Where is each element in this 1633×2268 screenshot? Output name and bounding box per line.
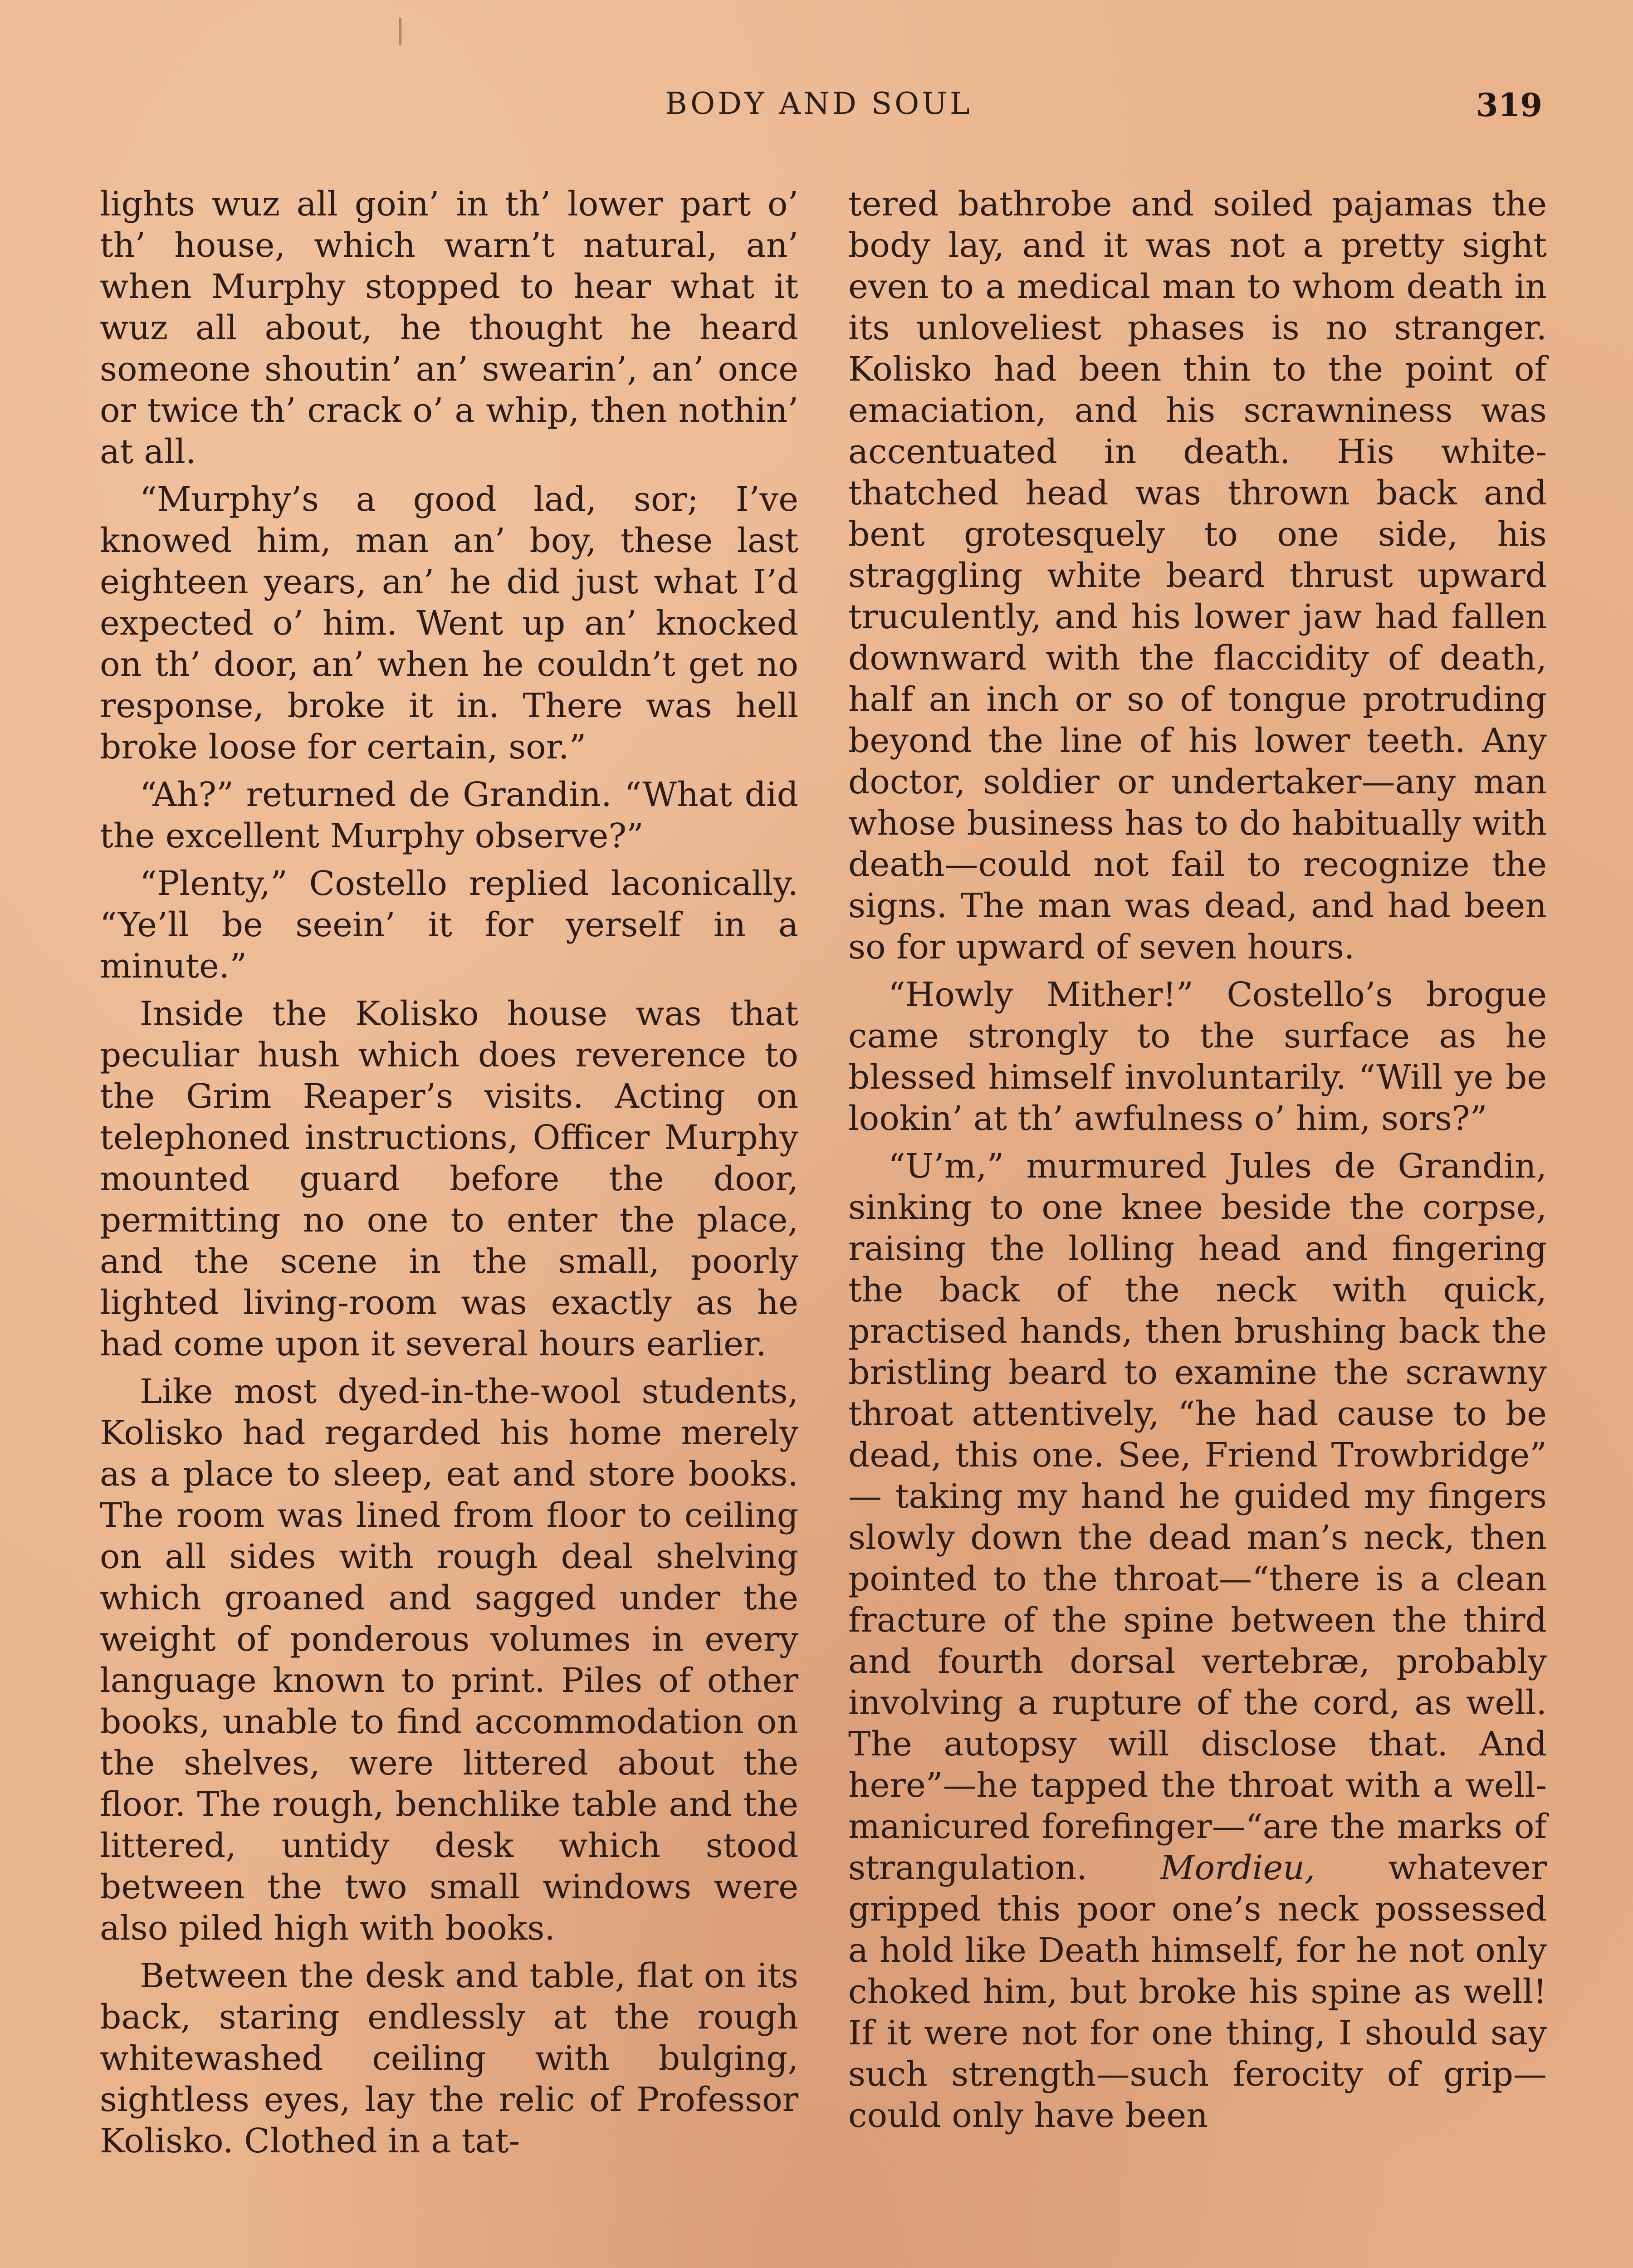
paragraph: Like most dyed-in-the-wool students, Kolisko had regarded his home merely as a place to sleep, eat and store books. The room was lined from floor to ceiling on all sides with rough deal shelving which groaned and sagged under the weight of ponderous volumes in every language known to print. Piles of other books, unable to find accommodation on the shelves, were littered about the floor. The rough, benchlike table and the littered, untidy desk which stood between the two small windows were also piled high with books. [100, 1372, 798, 1948]
left-column [100, 184, 798, 2168]
page-header [95, 86, 1542, 136]
paragraph: lights wuz all goin’ in th’ lower part o’ th’ house, which warn’t natural, an’ when Murphy stopped to hear what it wuz all about, he thought he heard someone shoutin’ an’ swearin’, an’ once or twice th’ crack o’ a whip, then nothin’ at all. [100, 185, 798, 471]
running-title: BODY AND SOUL [665, 86, 973, 121]
paragraph-text: whatever gripped this poor one’s neck possessed a hold like Death himself, for he not only choked him, but broke his spine as well! If it were not for one thing, I should say such strength—such ferocity of grip—could only have been [848, 1848, 1547, 2135]
right-column [848, 184, 1547, 2143]
paragraph: “Ah?” returned de Grandin. “What did the excellent Murphy observe?” [100, 775, 798, 855]
paragraph: tered bathrobe and soiled pajamas the body lay, and it was not a pretty sight even to a medical man to whom death in its unloveliest phases is no stranger. Kolisko had been thin to the point of emaciation, and his scrawniness was accentuated in death. His white-thatched head was thrown back and bent grotesquely to one side, his straggling white beard thrust upward truculently, and his lower jaw had fallen downward with the flaccidity of death, half an inch or so of tongue protruding beyond the line of his lower teeth. Any doctor, soldier or undertaker—any man whose business has to do habitually with death—could not fail to recognize the signs. The man was dead, and had been so for upward of seven hours. [848, 185, 1547, 967]
paragraph: “Plenty,” Costello replied laconically. “Ye’ll be seein’ it for yerself in a minute.” [100, 864, 798, 986]
paragraph: Between the desk and table, flat on its back, staring endlessly at the rough whitewashed ceiling with bulging, sightless eyes, lay the relic of Professor Kolisko. Clothed in a tat- [100, 1956, 798, 2160]
print-mark [399, 18, 401, 45]
paragraph [848, 1146, 1547, 2136]
italic-word: Mordieu, [1160, 1848, 1315, 1887]
paragraph-text: “U’m,” murmured Jules de Grandin, sinking to one knee beside the corpse, raising the lolling head and fingering the back of the neck with quick, practised hands, then brushing back the bristling beard to examine the scrawny throat attentively, “he had cause to be dead, this one. See, Friend Trowbridge” — taking my hand he guided my fingers slowly down the dead man’s neck, then pointed to the throat—“there is a clean fracture of the spine between the third and fourth dorsal vertebræ, probably involving a rupture of the cord, as well. The autopsy will disclose that. And here”—he tapped the throat with a well-manicured forefinger—“are the marks of strangulation. [848, 1147, 1547, 1887]
paragraph: “Murphy’s a good lad, sor; I’ve knowed him, man an’ boy, these last eighteen years, an’ he did just what I’d expected o’ him. Went up an’ knocked on th’ door, an’ when he couldn’t get no response, broke it in. There was hell broke loose for certain, sor.” [100, 480, 798, 767]
paragraph: Inside the Kolisko house was that peculiar hush which does reverence to the Grim Reaper’s visits. Acting on telephoned instructions, Officer Murphy mounted guard before the door, permitting no one to enter the place, and the scene in the small, poorly lighted living-room was exactly as he had come upon it several hours earlier. [100, 994, 798, 1364]
paragraph: “Howly Mither!” Costello’s brogue came strongly to the surface as he blessed himself involuntarily. “Will ye be lookin’ at th’ awfulness o’ him, sors?” [848, 975, 1547, 1138]
page-number: 319 [1476, 86, 1542, 124]
